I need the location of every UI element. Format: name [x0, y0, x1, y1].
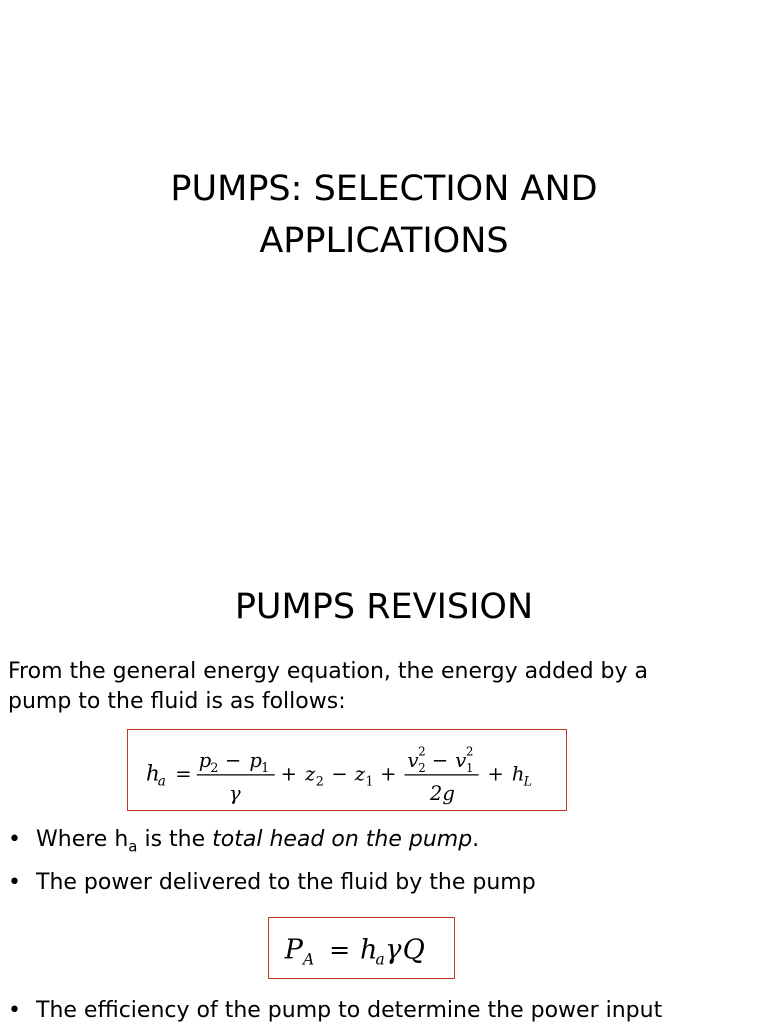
- eq1-z2: z: [305, 762, 316, 786]
- power-equation: [268, 917, 455, 979]
- slide-title: [60, 163, 708, 267]
- power-equation-graphic: [269, 918, 454, 978]
- bullet-marker: •: [8, 998, 21, 1023]
- bullet-1-text-middle: is the: [137, 827, 213, 852]
- eq1-v1: v: [455, 749, 467, 773]
- total-head-equation: [127, 729, 567, 811]
- eq2-P: P: [284, 934, 303, 966]
- eq1-v1-sup: 2: [466, 744, 474, 759]
- eq2-P-sub: A: [302, 950, 315, 969]
- eq1-hL-sub: L: [523, 773, 533, 789]
- bullet-2-text: The power delivered to the fluid by the pump: [36, 870, 536, 895]
- eq1-z2-sub: 2: [315, 773, 324, 789]
- bullet-efficiency: [8, 996, 758, 1026]
- eq1-hL: h: [511, 762, 525, 786]
- title-line-2: APPLICATIONS: [259, 221, 509, 261]
- eq1-p2: p: [198, 749, 212, 773]
- title-slide: [0, 0, 768, 512]
- eq2-h: h: [360, 934, 378, 966]
- eq1-plus-2: +: [380, 762, 397, 786]
- bullet-marker: •: [8, 827, 21, 852]
- eq1-p2-sub: 2: [210, 759, 219, 775]
- eq1-p1: p: [249, 749, 262, 773]
- eq2-gamma: γ: [385, 934, 402, 966]
- eq1-v2: v: [407, 749, 419, 773]
- eq2-Q: Q: [402, 934, 425, 966]
- bullet-marker: •: [8, 870, 21, 895]
- eq1-lhs-sub: a: [157, 773, 166, 790]
- total-head-equation-graphic: [128, 730, 566, 810]
- intro-line-1: From the general energy equation, the energy added by a: [8, 659, 649, 684]
- title-line-1: PUMPS: SELECTION AND: [170, 169, 598, 209]
- bullet-power-delivered: [8, 868, 758, 898]
- eq1-v2-sup: 2: [418, 744, 426, 759]
- eq1-minus-3: −: [431, 749, 449, 773]
- bullet-total-head: [8, 825, 758, 861]
- eq1-v1-sub: 1: [466, 760, 474, 775]
- eq1-z1-sub: 1: [365, 773, 374, 789]
- eq1-minus-2: −: [331, 762, 348, 786]
- bullet-1-italic: total head on the pump: [212, 827, 473, 852]
- intro-paragraph: [8, 657, 748, 717]
- eq1-p1-sub: 1: [261, 759, 270, 775]
- bullet-3-text: The efficiency of the pump to determine the power input: [36, 998, 663, 1023]
- bullet-1-text-before: Where h: [36, 827, 129, 852]
- revision-slide: [0, 512, 768, 1024]
- eq1-plus-3: +: [487, 762, 504, 786]
- bullet-1-subscript: a: [128, 837, 138, 856]
- eq1-v2-sub: 2: [418, 760, 426, 775]
- bullet-1-text-after: .: [472, 827, 480, 852]
- eq2-h-sub: a: [375, 950, 385, 969]
- eq1-2g: 2g: [429, 782, 455, 806]
- eq2-equals: =: [329, 935, 351, 965]
- eq1-lhs: h: [146, 761, 160, 787]
- slide-heading: PUMPS REVISION: [234, 587, 534, 627]
- eq1-gamma: γ: [228, 782, 241, 806]
- eq1-plus-1: +: [280, 762, 298, 786]
- eq1-minus-1: −: [225, 749, 242, 773]
- eq1-z1: z: [354, 762, 366, 786]
- eq1-equals: =: [175, 762, 192, 786]
- intro-line-2: pump to the fluid is as follows:: [8, 689, 346, 714]
